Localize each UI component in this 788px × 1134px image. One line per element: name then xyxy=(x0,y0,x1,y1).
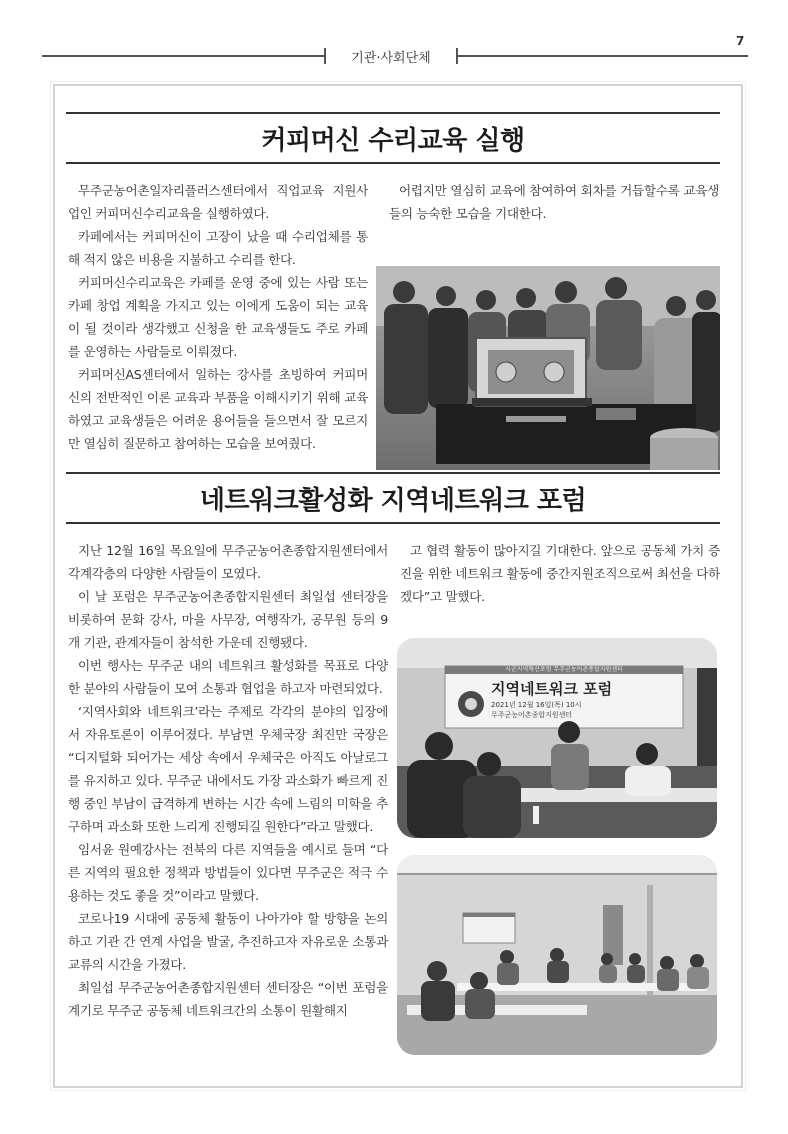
page-number: 7 xyxy=(736,34,745,48)
header-tick-left xyxy=(324,48,326,64)
section-label: 기관·사회단체 xyxy=(351,51,431,66)
article1-paragraph: 커피머신AS센터에서 일하는 강사를 초빙하여 커피머신의 전반적인 이론 교육과 부품을 이해시키기 위해 교육하였고 교육생들은 어려운 용어들을 들으면서 잘 모르지만 열심히 질문하고 참여하는 모습을 보여줬다. xyxy=(68,367,368,451)
banner-place: 무주군농어촌종합지원센터 xyxy=(491,711,573,719)
banner-top-line: 시군지역혁신포럼 무주군농어촌종합지원센터 xyxy=(505,666,623,673)
forum-banner xyxy=(445,666,683,728)
article2-left-column xyxy=(68,539,388,1022)
article1-paragraph: 무주군농어촌일자리플러스센터에서 직업교육 지원사업인 커피머신수리교육을 실행하였다. xyxy=(68,183,368,221)
article1-title-box xyxy=(66,112,720,164)
article2-paragraph: 임서윤 원예강사는 전북의 다른 지역들을 예시로 들며 “다른 지역의 필요한 정책과 방법들이 있다면 무주군은 적극 수용하는 것도 좋을 것”이라고 말했다. xyxy=(68,842,388,903)
banner-date: 2021년 12월 16일(목) 10시 xyxy=(491,701,582,709)
article2-paragraph: 이 날 포럼은 무주군농어촌종합지원센터 최일섭 센터장을 비롯하여 문화 강사, 마을 사무장, 여행작가, 공무원 등의 9개 기관, 관계자들이 참석한 가운데 진행됐다. xyxy=(68,589,388,650)
article1-left-column xyxy=(68,179,368,455)
article2-paragraph: 최일섭 무주군농어촌종합지원센터 센터장은 “이번 포럼을 계기로 무주군 공동체 네트워크간의 소통이 원활해지 xyxy=(68,980,388,1018)
article1-paragraph: 어렵지만 열심히 교육에 참여하여 회차를 거듭할수록 교육생들의 능숙한 모습을 기대한다. xyxy=(389,183,719,221)
article2-paragraph: 고 협력 활동이 많아지길 기대한다. 앞으로 공동체 가치 증진을 위한 네트워크 활동에 중간지원조직으로써 최선을 다하겠다”고 말했다. xyxy=(400,543,720,604)
article2-paragraph: 지난 12월 16일 목요일에 무주군농어촌종합지원센터에서 각계각층의 다양한 사람들이 모였다. xyxy=(68,543,388,581)
article2-paragraph: 코로나19 시대에 공동체 활동이 나아가야 할 방향을 논의하고 기관 간 연계 사업을 발굴, 추진하고자 자유로운 소통과 교류의 시간을 가졌다. xyxy=(68,911,388,972)
article1-paragraph: 카페에서는 커피머신이 고장이 났을 때 수리업체를 통해 적지 않은 비용을 지불하고 수리를 한다. xyxy=(68,229,368,267)
section-header xyxy=(42,46,748,66)
article1-paragraph: 커피머신수리교육은 카페를 운영 중에 있는 사람 또는 카페 창업 계획을 가지고 있는 이에게 도움이 되는 교육이 될 것이라 생각했고 신청을 한 교육생들도 주로 카페를 운영하는 사람들로 이뤄졌다. xyxy=(68,275,368,359)
article1-right-column xyxy=(389,179,719,225)
header-rule-left xyxy=(42,55,324,57)
forum-photo-2 xyxy=(397,855,717,1055)
article2-title-box xyxy=(66,472,720,524)
article2-right-column xyxy=(400,539,720,608)
coffee-class-photo xyxy=(376,266,720,470)
article2-title: 네트워크활성화 지역네트워크 포럼 xyxy=(199,485,587,516)
article2-paragraph: 이번 행사는 무주군 내의 네트워크 활성화를 목표로 다양한 분야의 사람들이 모여 소통과 협업을 하고자 마련되었다. xyxy=(68,658,388,696)
article2-paragraph: ‘지역사회와 네트워크’라는 주제로 각각의 분야의 입장에서 자유토론이 이루어졌다. 부남면 우체국장 최진만 국장은 “디지털화 되어가는 세상 속에서 우체국은 아직도 아날로그를 유지하고 있다. 무주군 내에서도 가장 과소화가 빠르게 진행 중인 부남이 급격하게 변하는 시간 속에 느림의 미학을 추구하며 과소화 또한 느리게 진행되길 원한다”라고 말했다. xyxy=(68,704,388,834)
header-rule-right xyxy=(458,55,748,57)
forum-photo-1 xyxy=(397,638,717,838)
banner-title: 지역네트워크 포럼 xyxy=(491,680,613,698)
article1-title: 커피머신 수리교육 실행 xyxy=(261,125,525,156)
